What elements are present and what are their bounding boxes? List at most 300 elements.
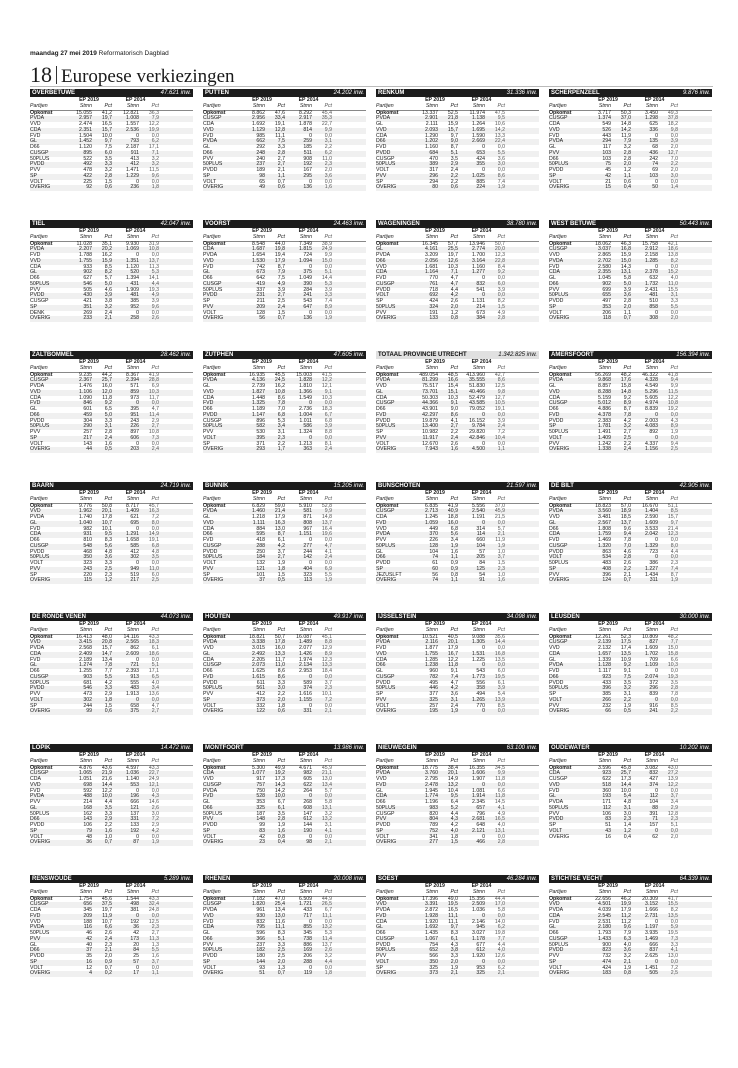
municipality-table [549,220,712,345]
pct-2014-cell: 4,7 [324,542,332,549]
stmn-2014-cell: 169 [303,947,312,954]
party-cell: PVV [30,799,41,805]
party-cell: OVERIG [549,446,570,453]
stmn-2019-cell: 1.945 [425,787,438,794]
stmn-2019-cell: 470 [429,155,438,162]
pct-2014-cell: 17,0 [494,901,505,908]
stmn-2019-cell: 184 [256,554,265,561]
party-cell: VVD [376,650,387,657]
pct-2014-cell: 8,6 [497,377,505,384]
stmn-2019-cell: 42 [86,935,92,942]
stmn-2019-cell: 917 [256,776,265,782]
party-cell: GL [376,246,383,253]
party-cell: VVD [203,257,214,264]
municipality-table [203,875,366,1000]
table-header [30,744,193,752]
table-header [203,220,366,228]
pct-2014-cell: 43,3 [148,895,159,902]
inhabitants: 13.986 inw. [333,745,364,751]
pct-2014-cell: 4,8 [151,548,159,555]
pct-2014-cell: 0,0 [670,958,678,965]
stmn-2019-cell: 257 [429,702,438,709]
party-cell: CUSGP [376,400,395,407]
stmn-2019-cell: 1.147 [252,411,265,418]
pct-2014-cell: 8,9 [324,303,332,310]
stmn-2019-cell: 601 [83,406,92,412]
pct-2019-cell: 7,5 [277,275,285,281]
inhabitants: 9.876 inw. [682,90,710,96]
pct-2014-cell: 0,0 [151,440,159,447]
stmn-2019-cell: 225 [83,178,92,185]
col-pct-2019: Pct [104,102,112,109]
stmn-2019-cell: 985 [256,132,265,139]
col-stmn-2014: Stmn [299,888,312,895]
stmn-2014-cell: 133 [130,822,139,828]
party-cell: CUSGP [30,673,49,680]
stmn-2014-cell: 205 [476,554,485,561]
pct-2019-cell: 4,7 [450,679,458,686]
pct-2019-cell: 3,3 [277,144,285,150]
party-cell: GL [203,144,210,150]
stmn-2014-cell: 2.074 [645,673,658,680]
stmn-2014-cell: 375 [303,269,312,276]
stmn-2019-cell: 782 [429,673,438,680]
stmn-2019-cell: 526 [602,126,611,133]
party-cell: CDA [203,246,214,253]
table-body [549,897,712,978]
municipality-table [376,875,539,1000]
stmn-2014-cell: 390 [303,280,312,287]
party-cell: PVDD [203,953,218,959]
party-cell: OVERIG [30,839,51,846]
pct-2019-cell: 16,7 [447,650,458,657]
stmn-2019-cell: 655 [602,292,611,299]
pct-2019-cell: 12,2 [447,656,458,663]
stmn-2019-cell: 5.159 [598,394,611,401]
table-row [30,447,193,453]
party-cell: PVDA [203,252,218,258]
stmn-2014-cell: 916 [649,702,658,709]
pct-2019-cell: 3,9 [104,292,112,299]
stmn-2014-cell: 0 [482,958,485,965]
pct-2019-cell: 14,7 [101,650,112,657]
party-cell: SP [30,434,37,441]
pct-2014-cell: 12,2 [321,377,332,384]
pct-2019-cell: 5,0 [104,411,112,418]
stmn-2019-cell: 3.760 [425,770,438,777]
col-pct-2014: Pct [324,102,332,109]
table-body [203,242,366,323]
pct-2019-cell: 2,1 [450,970,458,977]
page-title: Europese verkiezingen [61,66,235,87]
party-cell: VOLT [30,178,44,185]
pct-2019-cell: 4,8 [104,548,112,555]
party-cell: FVD [549,787,560,794]
stmn-2019-cell: 115 [83,577,92,584]
party-cell: FVD [203,673,214,680]
pct-2019-cell: 3,3 [277,941,285,948]
pct-2014-cell: 4,0 [497,947,505,954]
stmn-2014-cell: 1.225 [472,656,485,663]
party-cell: CDA [549,770,560,777]
municipality-table [549,744,712,869]
col-stmn-2019: Stmn [598,888,611,895]
pct-2014-cell: 9,4 [670,440,678,447]
municipality-name: SOEST [378,876,399,882]
pct-2019-cell: 17,9 [274,257,285,264]
stmn-2014-cell: 395 [130,406,139,412]
pct-2014-cell: 0,0 [324,918,332,925]
stmn-2014-cell: 2.565 [126,639,139,646]
pct-2019-cell: 2,1 [104,947,112,954]
stmn-2014-cell: 967 [303,525,312,532]
pct-2019-cell: 1,6 [104,827,112,834]
pct-2014-cell: 0,0 [497,167,505,173]
stmn-2019-cell: 353 [602,303,611,310]
pct-2019-cell: 8,6 [277,673,285,680]
pct-2019-cell: 16,2 [274,383,285,389]
pct-2019-cell: 1,7 [277,446,285,453]
pct-2014-cell: 3,0 [151,810,159,817]
stmn-2014-cell: 16.670 [642,502,658,509]
stmn-2014-cell: 1.606 [472,770,485,777]
col-pct-2019: Pct [277,888,285,895]
col-stmn-2014: Stmn [645,233,658,240]
party-cell: PVV [376,537,387,543]
pct-2019-cell: 50,8 [101,502,112,509]
col-stmn-2019: Stmn [252,626,265,633]
pct-2014-cell: 2,4 [497,423,505,430]
stmn-2019-cell: 627 [83,275,92,281]
stmn-2019-cell: 1.338 [598,446,611,453]
pct-2019-cell: 4,2 [450,822,458,828]
stmn-2014-cell: 1.404 [645,508,658,515]
pct-2014-cell: 0,0 [324,793,332,800]
stmn-2019-cell: 211 [256,298,265,304]
col-pct-2014: Pct [151,495,159,502]
col-pct-2014: Pct [324,495,332,502]
stmn-2019-cell: 1.128 [598,662,611,669]
year-2019: EP 2019 [79,97,99,103]
pct-2019-cell: 9,2 [104,400,112,407]
pct-2014-cell: 2,4 [151,446,159,453]
stmn-2014-cell: 135 [649,138,658,145]
table-row [30,185,193,191]
stmn-2019-cell: 4.039 [598,907,611,913]
stmn-2014-cell: 1.155 [299,696,312,703]
year-2014: EP 2014 [644,490,665,496]
stmn-2014-cell: 1.011 [299,417,312,424]
pct-2014-cell: 18,3 [148,639,159,646]
pct-2014-cell: 43,3 [148,633,159,640]
stmn-2019-cell: 18.823 [595,502,611,509]
party-cell: PVDD [203,292,218,299]
stmn-2019-cell: 51 [259,970,265,977]
col-pct-2014: Pct [151,626,159,633]
pct-2019-cell: 14,2 [274,787,285,794]
stmn-2019-cell: 1.808 [598,525,611,532]
pct-2019-cell: 8,6 [277,668,285,674]
stmn-2014-cell: 0 [482,708,485,715]
inhabitants: 20.008 inw. [333,876,364,882]
pct-2014-cell: 6,6 [670,656,678,663]
col-pct-2019: Pct [623,364,631,371]
municipality-name: MONTFOORT [205,745,244,751]
pct-2014-cell: 11,5 [149,167,159,173]
pct-2014-cell: 9,9 [324,126,332,133]
stmn-2019-cell: 1.255 [79,668,92,674]
pct-2019-cell: 2,8 [277,149,285,156]
party-cell: FVD [549,918,560,925]
stmn-2014-cell: 20 [133,941,139,948]
table-row [30,316,193,322]
pct-2014-cell: 8,2 [670,907,678,913]
pct-2019-cell: 7,0 [277,406,285,412]
stmn-2019-cell: 1.117 [598,668,611,674]
stmn-2014-cell: 331 [303,708,312,715]
stmn-2019-cell: 846 [83,400,92,407]
pct-2019-cell: 7,9 [623,930,631,936]
stmn-2014-cell: 1.815 [299,246,312,253]
stmn-2019-cell: 2.545 [598,912,611,919]
pct-2014-cell: 11,4 [322,935,332,942]
stmn-2014-cell: 0 [482,167,485,173]
pct-2014-cell: 7,2 [151,514,159,520]
pct-2014-cell: 7,1 [151,149,159,156]
pct-2019-cell: 1,1 [450,554,458,561]
stmn-2014-cell: 1.298 [645,115,658,122]
pct-2014-cell: 2,3 [670,816,678,823]
party-cell: Opkomst [203,502,226,509]
stmn-2014-cell: 1.197 [645,924,658,931]
party-cell: SP [203,696,210,703]
pct-2019-cell: 17,5 [620,639,631,646]
stmn-2019-cell: 15.055 [76,109,92,116]
pct-2014-cell: 0,0 [324,702,332,709]
pct-2014-cell: 22,4 [494,138,505,145]
pct-2019-cell: 1,0 [104,833,112,840]
pct-2019-cell: 17,9 [447,645,458,651]
stmn-2019-cell: 269 [83,309,92,316]
stmn-2019-cell: 983 [429,804,438,811]
stmn-2019-cell: 42 [259,833,265,840]
pct-2014-cell: 1,5 [497,560,505,566]
stmn-2019-cell: 483 [602,560,611,566]
col-pct-2019: Pct [450,757,458,764]
party-cell: Opkomst [30,502,53,509]
party-cell: Opkomst [376,371,399,378]
party-cell: GL [203,650,210,657]
party-cell: CDA [376,656,387,663]
table-body [376,766,539,847]
stmn-2019-cell: 11.917 [422,434,438,441]
pct-2014-cell: 42,7 [494,371,505,378]
stmn-2014-cell: 264 [303,787,312,794]
party-cell: 50PLUS [376,303,396,310]
pct-2014-cell: 11,0 [149,565,159,572]
pct-2014-cell: 0,0 [497,645,505,651]
pct-2014-cell: 47,5 [494,109,505,116]
pct-2019-cell: 10,0 [101,793,112,800]
pct-2014-cell: 0,0 [497,833,505,840]
stmn-2014-cell: 87 [133,839,139,846]
pct-2014-cell: 19,3 [148,286,159,293]
col-stmn-2014: Stmn [299,364,312,371]
pct-2019-cell: 3,1 [623,804,631,811]
stmn-2014-cell: 114 [476,531,485,538]
party-cell: DENK [30,309,45,316]
stmn-2019-cell: 237 [256,941,265,948]
year-2014: EP 2014 [471,490,492,496]
stmn-2014-cell: 2.146 [472,918,485,925]
stmn-2019-cell: 2.956 [252,115,265,122]
pct-2014-cell: 5,8 [324,799,332,805]
pct-2019-cell: 3,5 [277,810,285,817]
pct-2014-cell: 6,8 [324,417,332,424]
col-stmn-2019: Stmn [252,888,265,895]
year-2014: EP 2014 [298,228,319,234]
pct-2014-cell: 2,0 [670,167,678,173]
pct-2019-cell: 2,8 [104,172,112,179]
stmn-2014-cell: 1.609 [645,519,658,526]
pct-2014-cell: 13,6 [148,691,159,697]
pct-2014-cell: 2,2 [670,161,678,168]
party-cell: CDA [30,907,41,913]
pct-2014-cell: 7,7 [497,935,505,942]
year-2019: EP 2019 [425,228,445,234]
stmn-2019-cell: 534 [602,554,611,561]
pct-2019-cell: 12,0 [101,388,112,395]
pct-2019-cell: 0,4 [277,839,285,846]
stmn-2019-cell: 353 [256,799,265,805]
pct-2019-cell: 14,4 [101,781,112,788]
pct-2014-cell: 0,0 [324,434,332,441]
pct-2019-cell: 2,7 [277,161,285,168]
stmn-2019-cell: 2.568 [79,645,92,651]
pct-2019-cell: 48,2 [620,371,631,378]
pct-2014-cell: 52,8 [321,502,332,509]
stmn-2019-cell: 2.409 [79,650,92,657]
col-pct-2014: Pct [670,233,678,240]
col-pct-2014: Pct [324,626,332,633]
stmn-2019-cell: 433 [602,679,611,686]
stmn-2014-cell: 259 [303,138,312,145]
stmn-2014-cell: 296 [649,685,658,692]
party-cell: PVDA [203,639,218,646]
pct-2019-cell: 25,7 [101,377,112,384]
pct-2019-cell: 9,7 [450,132,458,139]
col-pct-2019: Pct [623,626,631,633]
pct-2014-cell: 36,3 [148,109,159,116]
stmn-2014-cell: 0 [482,781,485,788]
pct-2019-cell: 19,5 [447,901,458,908]
pct-2019-cell: 1,2 [104,577,112,584]
table-header [30,220,193,228]
pct-2019-cell: 13,3 [274,650,285,657]
stmn-2019-cell: 133 [429,315,438,322]
pct-2014-cell: 0,0 [151,400,159,407]
pct-2014-cell: 5,3 [324,280,332,287]
pct-2019-cell: 4,3 [450,816,458,823]
stmn-2014-cell: 721 [130,662,139,669]
pct-2014-cell: 5,8 [497,907,505,913]
stmn-2019-cell: 3.481 [598,514,611,520]
party-cell: PVV [549,286,560,293]
stmn-2019-cell: 2.492 [252,650,265,657]
pct-2014-cell: 4,3 [151,793,159,800]
party-cell: D66 [203,531,213,538]
pct-2019-cell: 3,0 [623,810,631,817]
stmn-2019-cell: 132 [256,560,265,566]
stmn-2019-cell: 1.755 [79,257,92,264]
party-cell: 50PLUS [203,810,223,817]
pct-2019-cell: 13,1 [620,269,631,276]
pct-2014-cell: 10,8 [667,400,678,407]
party-cell: 50PLUS [203,947,223,954]
party-cell: VOLT [203,702,217,709]
stmn-2019-cell: 341 [429,833,438,840]
party-cell: PVDA [30,793,45,800]
stmn-2019-cell: 1.238 [425,662,438,669]
col-party: Partijen [549,233,567,240]
stmn-2014-cell: 103 [649,172,658,179]
stmn-2019-cell: 22.656 [595,895,611,902]
pct-2014-cell: 8,9 [670,423,678,430]
pct-2014-cell: 0,0 [324,132,332,139]
pct-2014-cell: 4,1 [670,947,678,954]
party-cell: PVDD [203,548,218,555]
pct-2019-cell: 2,7 [277,554,285,561]
municipality-name: AMERSFOORT [551,352,594,358]
stmn-2014-cell: 1.974 [299,656,312,663]
col-stmn-2019: Stmn [598,626,611,633]
party-cell: SP [203,958,210,965]
inhabitants: 5.289 inw. [163,876,191,882]
pct-2014-cell: 16,4 [321,525,332,532]
party-cell: CUSGP [549,639,568,646]
party-cell: GL [549,793,556,800]
stmn-2014-cell: 796 [476,810,485,817]
stmn-2019-cell: 183 [602,970,611,977]
stmn-2019-cell: 1.045 [598,275,611,281]
pct-2014-cell: 2,8 [670,685,678,692]
col-pct-2014: Pct [497,364,505,371]
stmn-2019-cell: 217 [83,434,92,441]
pct-2014-cell: 8,7 [670,571,678,578]
year-2019: EP 2019 [252,97,272,103]
party-cell: VVD [376,126,387,133]
pct-2019-cell: 2,4 [104,434,112,441]
stmn-2019-cell: 1.827 [252,388,265,395]
year-2019: EP 2019 [252,752,272,758]
party-cell: 50PLUS [203,554,223,561]
pct-2014-cell: 8,8 [324,639,332,646]
stmn-2014-cell: 167 [303,167,312,173]
pct-2014-cell: 2,4 [324,446,332,453]
pct-2014-cell: 3,6 [324,172,332,179]
stmn-2014-cell: 1.549 [299,394,312,401]
pct-2014-cell: 5,1 [324,269,332,276]
pct-2014-cell: 7,3 [670,935,678,942]
pct-2019-cell: 10,0 [101,132,112,139]
pct-2014-cell: 0,0 [670,263,678,270]
pct-2014-cell: 3,4 [670,799,678,805]
party-cell: VOLT [549,554,563,561]
pct-2019-cell: 41,9 [447,502,458,509]
party-cell: GL [549,519,556,526]
party-cell: GL [376,121,383,127]
party-cell: CUSGP [376,155,395,162]
